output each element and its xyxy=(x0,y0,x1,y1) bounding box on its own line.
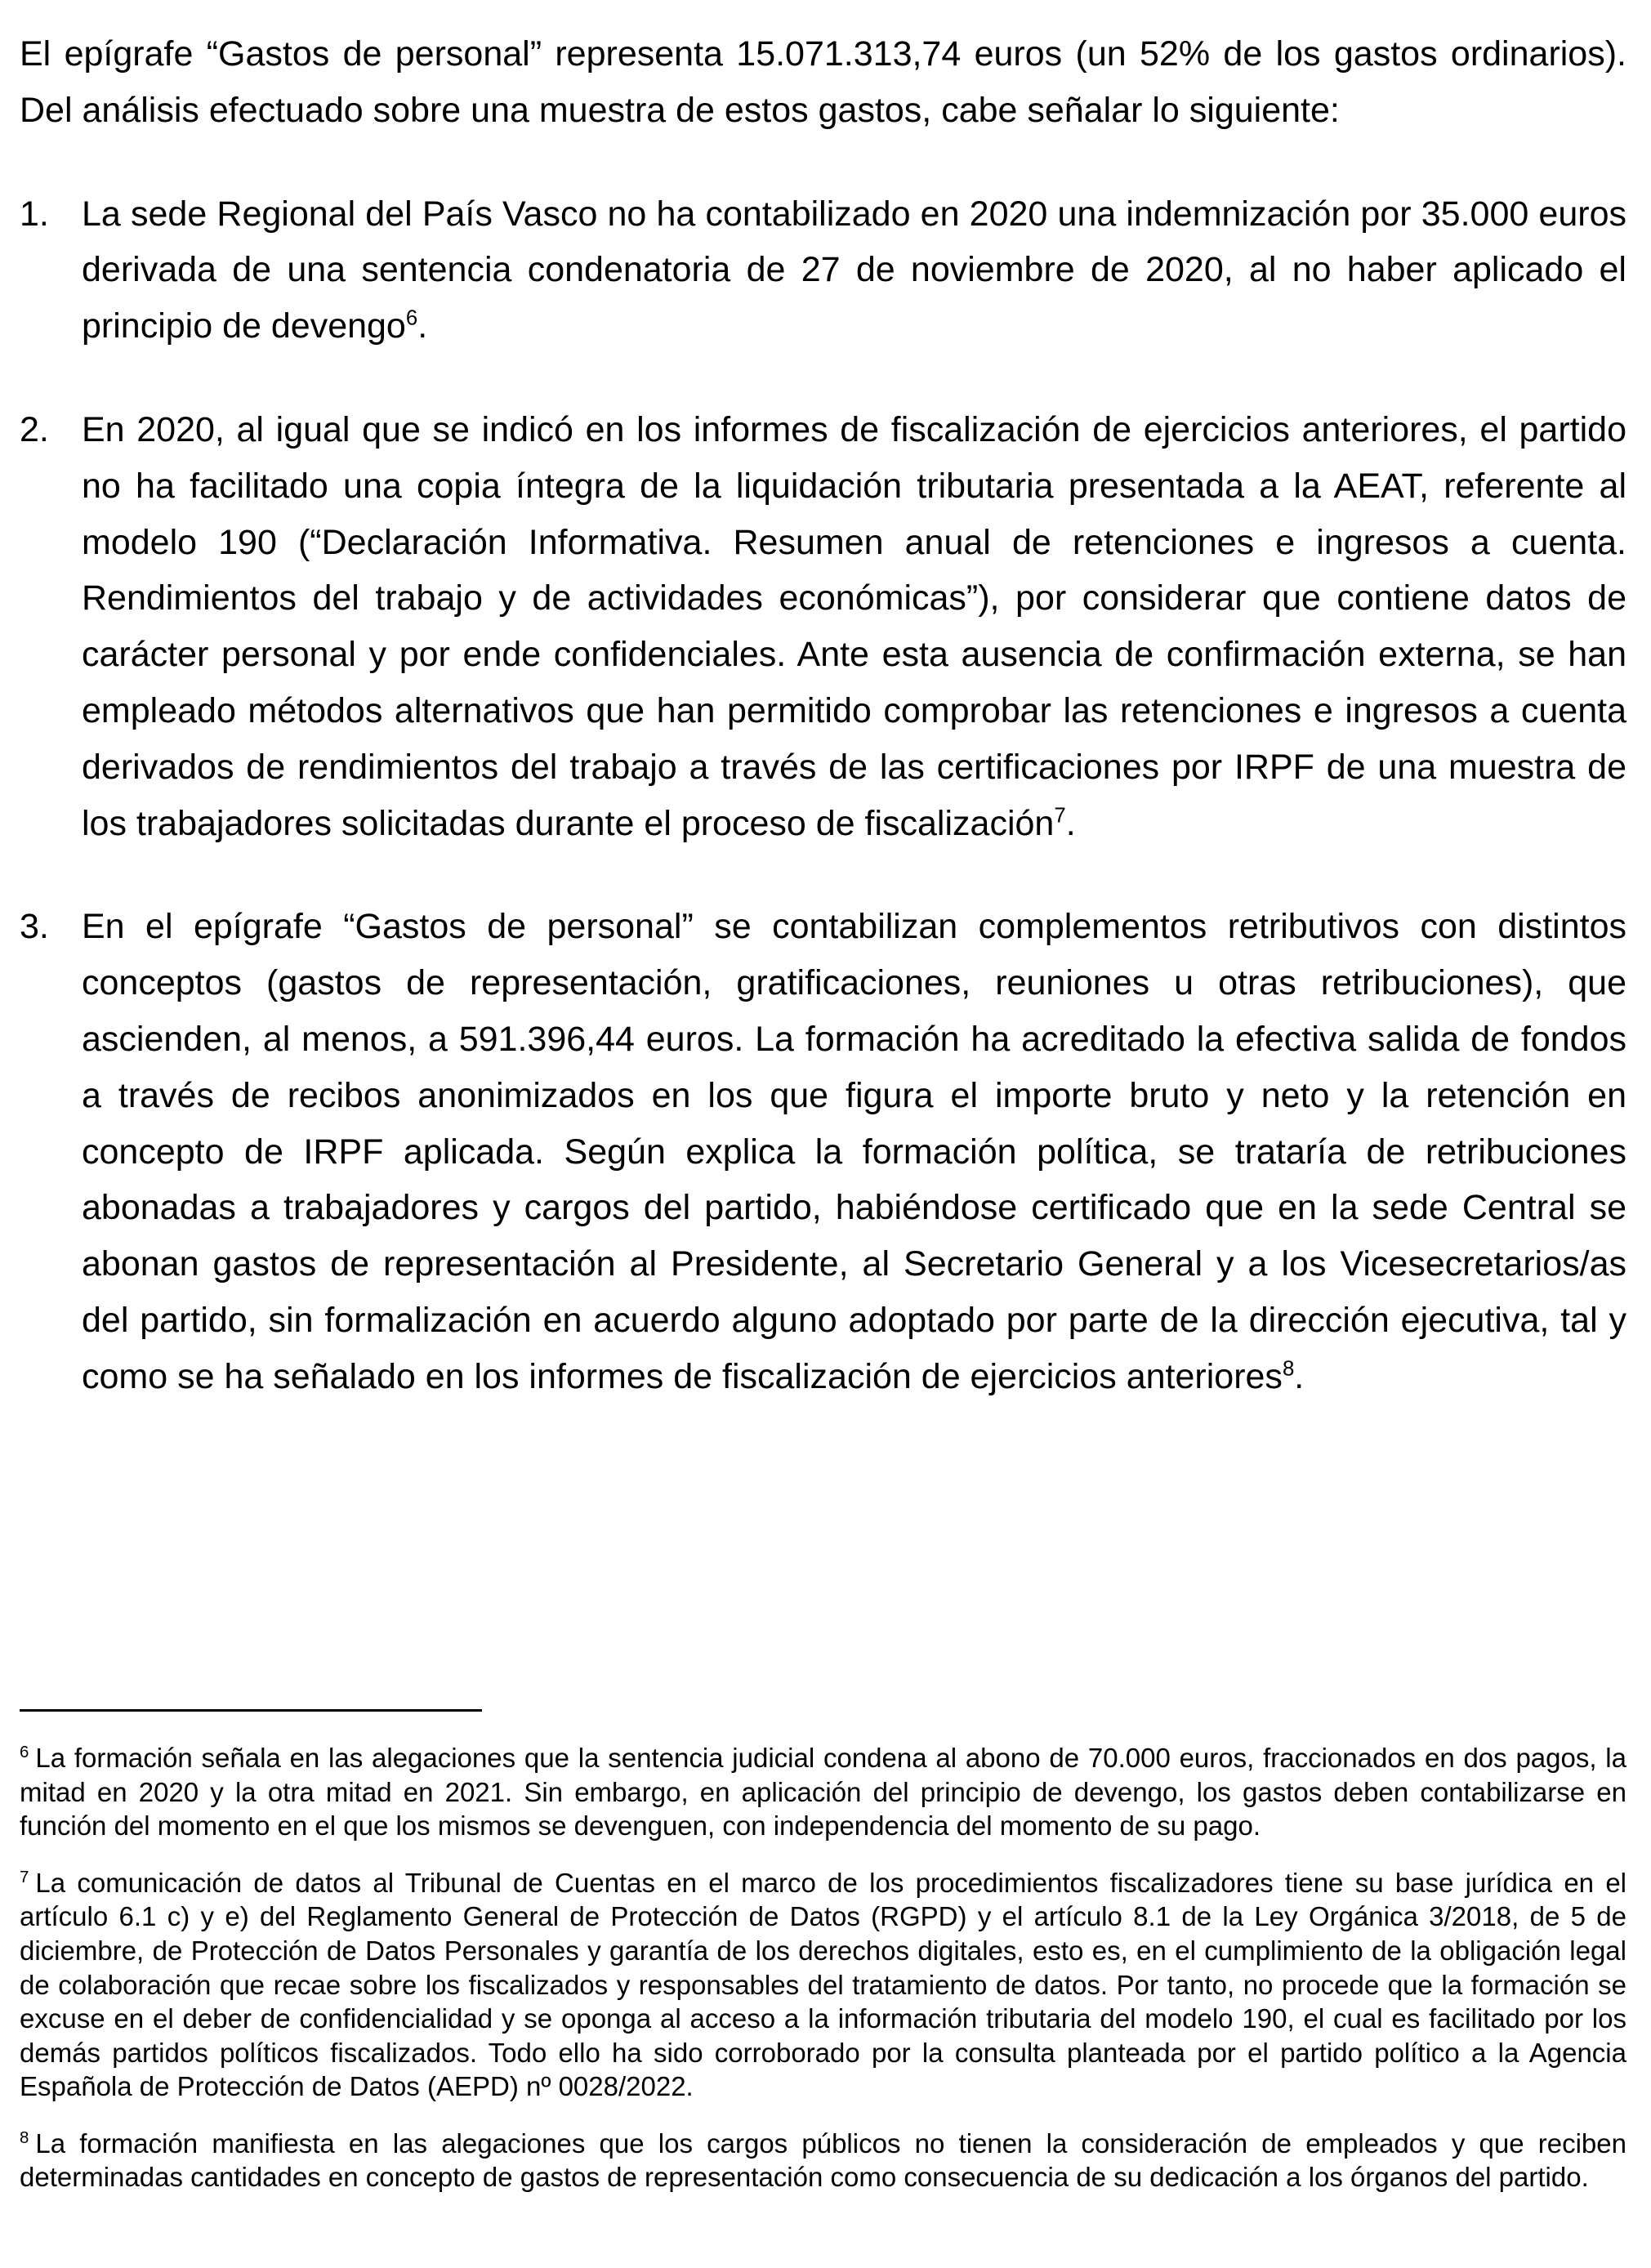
list-item-text xyxy=(82,186,1626,355)
footnote-separator-rule xyxy=(20,1709,482,1712)
footnote-6 xyxy=(20,1741,1626,1843)
intro-paragraph: El epígrafe “Gastos de personal” representa 15.071.313,74 euros (un 52% de los gastos ordinarios). Del análisis efectuado sobre una muestra de estos gastos, cabe señalar lo siguiente: xyxy=(20,34,1626,130)
list-item-text-main: En 2020, al igual que se indicó en los informes de fiscalización de ejercicios anteriores, el partido no ha facilitado una copia íntegra de la liquidación tributaria presentada a la AEAT, referente al modelo 190 (“Declaración Informativa. Resumen anual de retenciones e ingresos a cuenta. Rendimientos del trabajo y de actividades económicas”), por considerar que contiene datos de carácter personal y por ende confidenciales. Ante esta ausencia de confirmación externa, se han empleado métodos alternativos que han permitido comprobar las retenciones e ingresos a cuenta derivados de rendimientos del trabajo a través de las certificaciones por IRPF de una muestra de los trabajadores solicitadas durante el proceso de fiscalización xyxy=(82,409,1626,843)
footnote-number: 6 xyxy=(20,1743,29,1762)
list-item-text-suffix: . xyxy=(417,306,428,346)
numbered-list-item-1 xyxy=(20,186,1626,355)
footnote-text: La comunicación de datos al Tribunal de Cuentas en el marco de los procedimientos fiscalizadores tiene su base jurídica en el artículo 6.1 c) y e) del Reglamento General de Protección de Datos (RGPD) y el artículo 8.1 de la Ley Orgánica 3/2018, de 5 de diciembre, de Protección de Datos Personales y garantía de los derechos digitales, esto es, en el cumplimiento de la obligación legal de colaboración que recae sobre los fiscalizados y responsables del tratamiento de datos. Por tanto, no procede que la formación se excuse en el deber de confidencialidad y se oponga al acceso a la información tributaria del modelo 190, el cual es facilitado por los demás partidos políticos fiscalizados. Todo ello ha sido corroborado por la consulta planteada por el partido político a la Agencia Española de Protección de Datos (AEPD) nº 0028/2022. xyxy=(20,1867,1626,2102)
footnote-text: La formación señala en las alegaciones que la sentencia judicial condena al abono de 70.000 euros, fraccionados en dos pagos, la mitad en 2020 y la otra mitad en 2021. Sin embargo, en aplicación del principio de devengo, los gastos deben contabilizarse en función del momento en el que los mismos se devenguen, con independencia del momento de su pago. xyxy=(20,1743,1626,1842)
numbered-list xyxy=(20,186,1626,1405)
list-item-number: 3. xyxy=(20,907,49,947)
list-item-number: 1. xyxy=(20,194,49,234)
footnote-section xyxy=(20,1709,1626,2194)
footnote-reference-7: 7 xyxy=(1054,804,1066,828)
footnote-reference-6: 6 xyxy=(405,306,418,330)
list-item-text-suffix: . xyxy=(1065,803,1076,843)
list-item-text xyxy=(82,899,1626,1404)
list-item-text-main: La sede Regional del País Vasco no ha contabilizado en 2020 una indemnización por 35.000 euros derivada de una sentencia condenatoria de 27 de noviembre de 2020, al no haber aplicado el principio de devengo xyxy=(82,194,1626,346)
footnote-8 xyxy=(20,2127,1626,2194)
footnote-text: La formación manifiesta en las alegaciones que los cargos públicos no tienen la consideración de empleados y que reciben determinadas cantidades en concepto de gastos de representación como consecuencia de su dedicación a los órganos del partido. xyxy=(20,2127,1626,2193)
numbered-list-item-2 xyxy=(20,402,1626,851)
footnote-reference-8: 8 xyxy=(1282,1357,1295,1381)
footnote-7 xyxy=(20,1866,1626,2104)
footnote-number: 7 xyxy=(20,1867,29,1886)
footnote-number: 8 xyxy=(20,2127,29,2147)
numbered-list-item-3 xyxy=(20,899,1626,1404)
list-item-text-suffix: . xyxy=(1294,1356,1305,1396)
list-item-text-main: En el epígrafe “Gastos de personal” se contabilizan complementos retributivos con distintos conceptos (gastos de representación, gratificaciones, reuniones u otras retribuciones), que ascienden, al menos, a 591.396,44 euros. La formación ha acreditado la efectiva salida de fondos a través de recibos anonimizados en los que figura el importe bruto y neto y la retención en concepto de IRPF aplicada. Según explica la formación política, se trataría de retribuciones abonadas a trabajadores y cargos del partido, habiéndose certificado que en la sede Central se abonan gastos de representación al Presidente, al Secretario General y a los Vicesecretarios/as del partido, sin formalización en acuerdo alguno adoptado por parte de la dirección ejecutiva, tal y como se ha señalado en los informes de fiscalización de ejercicios anteriores xyxy=(82,907,1626,1396)
list-item-number: 2. xyxy=(20,409,49,449)
list-item-text xyxy=(82,402,1626,851)
main-text-block xyxy=(20,26,1626,1405)
